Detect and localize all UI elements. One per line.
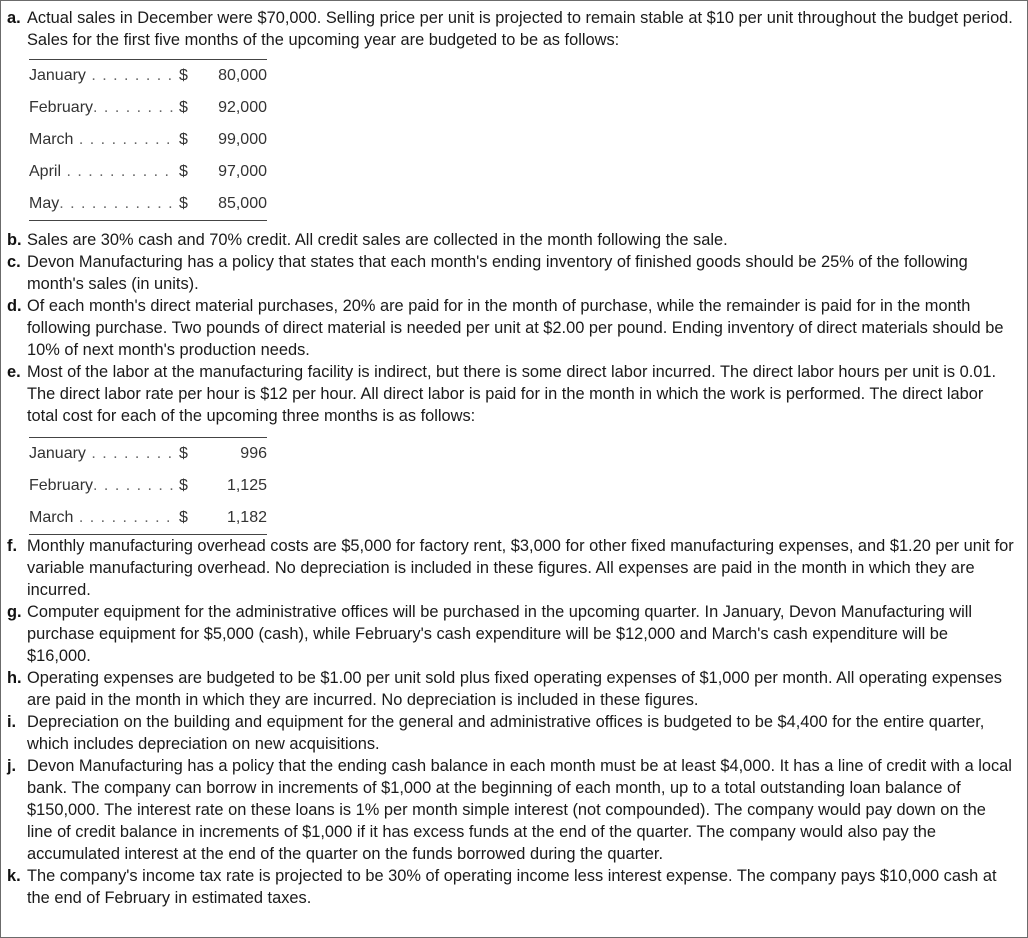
- month-label: April: [29, 163, 62, 180]
- item-text: Monthly manufacturing overhead costs are $5,000 for factory rent, $3,000 for other fixed manufacturing expenses, and $1.20 per unit for variable manufacturing overhead. No depreciation is included in these figures. All expenses are paid in the month in which they are incurred.: [27, 537, 1014, 599]
- item-c: [1, 251, 1027, 295]
- item-marker: e.: [7, 363, 21, 381]
- item-h: [1, 667, 1027, 711]
- item-marker: c.: [7, 253, 21, 271]
- sales-value: 80,000: [218, 67, 267, 84]
- currency-symbol: $: [179, 477, 188, 494]
- leader-dots: . . . . . . . . .: [73, 131, 172, 148]
- table-row: [29, 92, 267, 124]
- item-marker: k.: [7, 867, 21, 885]
- item-d: [1, 295, 1027, 361]
- currency-symbol: $: [179, 509, 188, 526]
- sales-value: 92,000: [218, 99, 267, 116]
- currency-symbol: $: [179, 195, 188, 212]
- leader-dots: . . . . . . . . . .: [61, 163, 170, 180]
- table-row: [29, 188, 267, 221]
- item-marker: h.: [7, 669, 22, 687]
- item-b: [1, 229, 1027, 251]
- item-text: Devon Manufacturing has a policy that states that each month's ending inventory of finished goods should be 25% of the following month's sales (in units).: [27, 253, 968, 293]
- table-row: [29, 156, 267, 188]
- labor-value: 1,182: [226, 509, 267, 526]
- item-marker: f.: [7, 537, 18, 555]
- item-f: [1, 535, 1027, 601]
- item-e: [1, 361, 1027, 427]
- sales-value: 99,000: [218, 131, 267, 148]
- month-label: February: [29, 99, 94, 116]
- item-a: [1, 7, 1027, 51]
- item-marker: i.: [7, 713, 17, 731]
- table-row: [29, 470, 267, 502]
- leader-dots: . . . . . . . . . . .: [59, 195, 174, 212]
- table-row: [29, 502, 267, 535]
- item-marker: g.: [7, 603, 22, 621]
- currency-symbol: $: [179, 99, 188, 116]
- month-label: May: [29, 195, 60, 212]
- item-text: The company's income tax rate is projected to be 30% of operating income less interest expense. The company pays $10,000 cash at the end of February in estimated taxes.: [27, 867, 997, 907]
- currency-symbol: $: [179, 163, 188, 180]
- table-row: [29, 438, 267, 471]
- table-row: [29, 60, 267, 93]
- sales-value: 85,000: [218, 195, 267, 212]
- month-label: January: [29, 67, 86, 84]
- item-text: Of each month's direct material purchases, 20% are paid for in the month of purchase, while the remainder is paid for in the month following purchase. Two pounds of direct material is needed per unit at $2.00 per pound. Ending inventory of direct materials should be 10% of next month's production needs.: [27, 297, 1004, 359]
- currency-symbol: $: [179, 67, 188, 84]
- leader-dots: . . . . . . . .: [85, 445, 174, 462]
- month-label: January: [29, 445, 86, 462]
- item-text: Computer equipment for the administrative offices will be purchased in the upcoming quarter. In January, Devon Manufacturing will purchase equipment for $5,000 (cash), while February's cash expenditure will be $12,000 and March's cash expenditure will be $16,000.: [27, 603, 973, 665]
- currency-symbol: $: [179, 131, 188, 148]
- item-marker: d.: [7, 297, 22, 315]
- leader-dots: . . . . . . . .: [85, 67, 174, 84]
- currency-symbol: $: [179, 445, 188, 462]
- item-i: [1, 711, 1027, 755]
- item-text: Operating expenses are budgeted to be $1.00 per unit sold plus fixed operating expenses of $1,000 per month. All operating expenses are paid in the month in which they are incurred. No depreciation is included in these figures.: [27, 669, 1003, 709]
- item-marker: b.: [7, 231, 22, 249]
- item-text: Actual sales in December were $70,000. Selling price per unit is projected to remain stable at $10 per unit throughout the budget period. Sales for the first five months of the upcoming year are budgeted to be as follows:: [27, 9, 1013, 49]
- month-label: March: [29, 131, 74, 148]
- leader-dots: . . . . . . . .: [93, 477, 175, 494]
- item-text: Most of the labor at the manufacturing facility is indirect, but there is some direct labor incurred. The direct labor hours per unit is 0.01. The direct labor rate per hour is $12 per hour. All direct labor is paid for in the month in which the work is performed. The direct labor total cost for each of the upcoming three months is as follows:: [27, 363, 997, 425]
- sales-budget-table: [29, 59, 267, 221]
- item-marker: a.: [7, 9, 21, 27]
- item-marker: j.: [7, 757, 17, 775]
- item-text: Depreciation on the building and equipment for the general and administrative offices is budgeted to be $4,400 for the entire quarter, which includes depreciation on new acquisitions.: [27, 713, 985, 753]
- month-label: March: [29, 509, 74, 526]
- labor-value: 996: [240, 445, 267, 462]
- item-text: Devon Manufacturing has a policy that the ending cash balance in each month must be at least $4,000. It has a line of credit with a local bank. The company can borrow in increments of $1,000 at the beginning of each month, up to a total outstanding loan balance of $150,000. The interest rate on these loans is 1% per month simple interest (not compounded). The company would pay down on the line of credit balance in increments of $1,000 if it has excess funds at the end of the quarter. The company would also pay the accumulated interest at the end of the quarter on the funds borrowed during the quarter.: [27, 757, 1012, 863]
- leader-dots: . . . . . . . . .: [73, 509, 172, 526]
- item-j: [1, 755, 1027, 865]
- labor-value: 1,125: [226, 477, 267, 494]
- sales-value: 97,000: [218, 163, 267, 180]
- leader-dots: . . . . . . . .: [93, 99, 175, 116]
- item-g: [1, 601, 1027, 667]
- direct-labor-table: [29, 437, 267, 535]
- table-row: [29, 124, 267, 156]
- item-text: Sales are 30% cash and 70% credit. All credit sales are collected in the month following the sale.: [27, 231, 728, 249]
- month-label: February: [29, 477, 94, 494]
- item-k: [1, 865, 1027, 909]
